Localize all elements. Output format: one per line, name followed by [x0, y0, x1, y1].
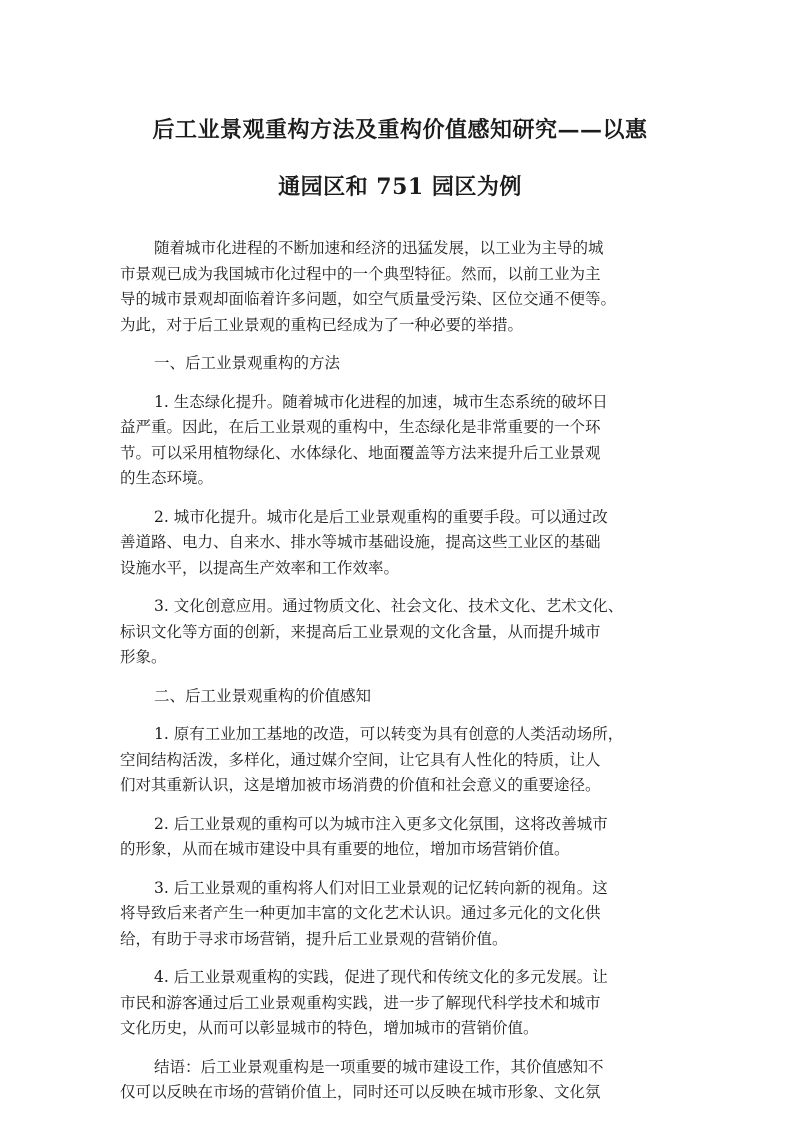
paragraph-line: 将导致后来者产生一种更加丰富的文化艺术认识。通过多元化的文化供 [120, 904, 601, 922]
paragraph-line: 2. 后工业景观的重构可以为城市注入更多文化氛围，这将改善城市 [154, 814, 608, 833]
paragraph-line: 的形象，从而在城市建设中具有重要的地位，增加市场营销价值。 [120, 840, 570, 858]
paragraph [120, 390, 690, 492]
paragraph-line: 节。可以采用植物绿化、水体绿化、地面覆盖等方法来提升后工业景观 [120, 443, 601, 462]
paragraph-line: 结语：后工业景观重构是一项重要的城市建设工作，其价值感知不 [154, 1057, 604, 1076]
paragraph-line: 4. 后工业景观重构的实践，促进了现代和传统文化的多元发展。让 [154, 968, 608, 986]
document-title-line-2: 通园区和 751 园区为例 [278, 174, 522, 200]
paragraph-line: 市景观已成为我国城市化过程中的一个典型特征。然而，以前工业为主 [120, 264, 601, 283]
paragraph [120, 1055, 690, 1106]
paragraph [120, 965, 690, 1042]
paragraph-line: 为此，对于后工业景观的重构已经成为了一种必要的举措。 [120, 315, 524, 334]
paragraph [120, 722, 690, 799]
paragraph-line: 给，有助于寻求市场营销，提升后工业景观的营销价值。 [120, 929, 508, 948]
paragraph-line: 导的城市景观却面临着许多问题，如空气质量受污染、区位交通不便等。 [120, 290, 617, 308]
paragraph [120, 505, 690, 582]
document-body [120, 236, 690, 1119]
paragraph-line: 市民和游客通过后工业景观重构实践，进一步了解现代科学技术和城市 [120, 993, 601, 1012]
paragraph-line: 二、后工业景观重构的价值感知 [154, 686, 372, 705]
paragraph [120, 684, 690, 710]
paragraph-line: 3. 后工业景观的重构将人们对旧工业景观的记忆转向新的视角。这 [154, 878, 608, 897]
paragraph-line: 1. 原有工业加工基地的改造，可以转变为具有创意的人类活动场所， [154, 725, 624, 743]
paragraph-line: 仅可以反映在市场的营销价值上，同时还可以反映在城市形象、文化氛 [120, 1083, 601, 1101]
paragraph [120, 351, 690, 377]
paragraph-line: 2. 城市化提升。城市化是后工业景观重构的重要手段。可以通过改 [154, 507, 608, 526]
paragraph [120, 594, 690, 671]
paragraph-line: 一、后工业景观重构的方法 [154, 354, 341, 372]
paragraph [120, 236, 690, 338]
paragraph-line: 善道路、电力、自来水、排水等城市基础设施，提高这些工业区的基础 [120, 533, 601, 551]
paragraph-line: 3. 文化创意应用。通过物质文化、社会文化、技术文化、艺术文化、 [154, 597, 624, 615]
paragraph-line: 标识文化等方面的创新，来提高后工业景观的文化含量，从而提升城市 [120, 622, 601, 641]
paragraph-line: 设施水平，以提高生产效率和工作效率。 [120, 558, 400, 577]
paragraph [120, 812, 690, 863]
paragraph-line: 形象。 [120, 648, 167, 666]
paragraph-line: 益严重。因此，在后工业景观的重构中，生态绿化是非常重要的一个环 [120, 418, 601, 436]
paragraph-line: 空间结构活泼，多样化，通过媒介空间，让它具有人性化的特质，让人 [120, 750, 601, 769]
paragraph-line: 随着城市化进程的不断加速和经济的迅猛发展，以工业为主导的城 [154, 239, 604, 257]
paragraph-line: 文化历史，从而可以彰显城市的特色，增加城市的营销价值。 [120, 1019, 539, 1037]
paragraph [120, 876, 690, 953]
paragraph-line: 1. 生态绿化提升。随着城市化进程的加速，城市生态系统的破坏日 [154, 392, 608, 411]
paragraph-line: 的生态环境。 [120, 469, 214, 487]
document-title-line-1: 后工业景观重构方法及重构价值感知研究——以惠 [152, 117, 648, 143]
paragraph-line: 们对其重新认识，这是增加被市场消费的价值和社会意义的重要途径。 [120, 776, 601, 794]
